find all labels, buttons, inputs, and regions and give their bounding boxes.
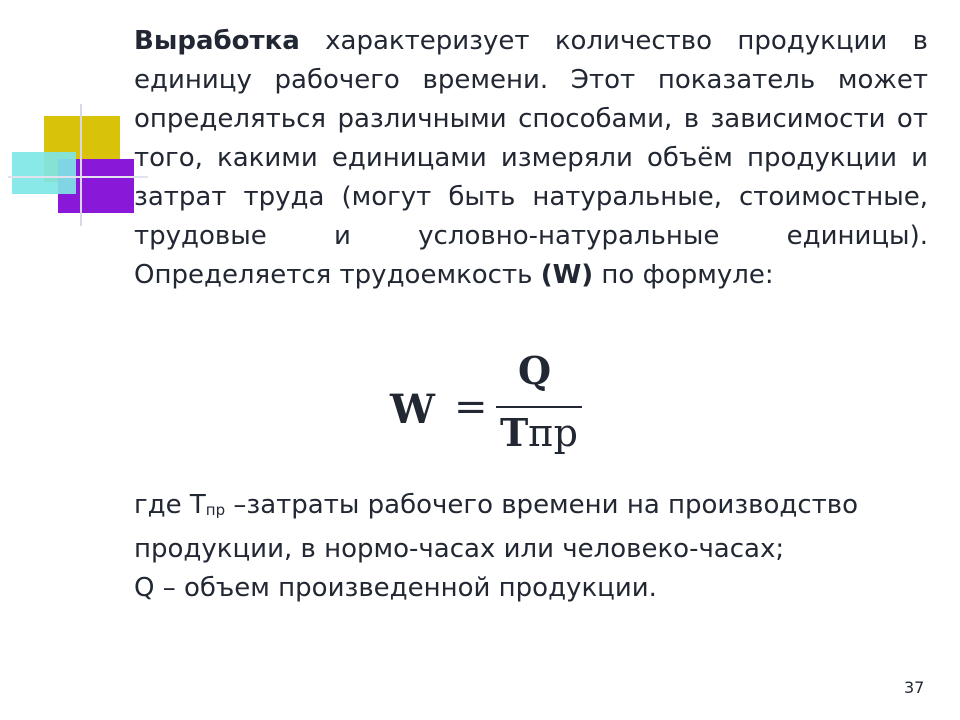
vertical-line [80, 104, 82, 226]
where-line1-sub: пр [205, 501, 226, 519]
where-explanation [134, 486, 928, 608]
formula-lhs: W [390, 386, 435, 433]
formula-numerator: Q [518, 348, 552, 393]
formula [390, 348, 610, 468]
denominator-rest: пр [528, 411, 578, 455]
fraction-bar [496, 406, 582, 408]
where-line1-prefix: где Т [134, 490, 206, 520]
formula-denominator [500, 410, 578, 455]
paragraph-text-1: характеризует количество продукции в единицу рабочего времени. Этот показатель может определяться различными способами, в зависимости от того, какими единицами измеряли объём продукции и затрат труда (могут быть натуральные, стоимостные, трудовые и условно-натуральные единицы). Определяется трудоемкость [134, 26, 928, 290]
formula-equals: = [454, 384, 488, 430]
definition-paragraph [134, 22, 928, 295]
horizontal-line [8, 176, 148, 178]
decorative-squares [0, 0, 150, 240]
denominator-main: Т [500, 410, 529, 455]
cyan-square [12, 152, 76, 194]
paragraph-text-2: по формуле: [593, 260, 774, 290]
page-number: 37 [904, 678, 925, 697]
where-line1-suffix: –затраты рабочего времени на производство продукции, в нормо-часах или человеко-часах; [134, 490, 859, 564]
bold-symbol: (W) [540, 260, 594, 290]
where-line2: Q – объем произведенной продукции. [134, 573, 657, 603]
bold-term: Выработка [134, 26, 300, 56]
